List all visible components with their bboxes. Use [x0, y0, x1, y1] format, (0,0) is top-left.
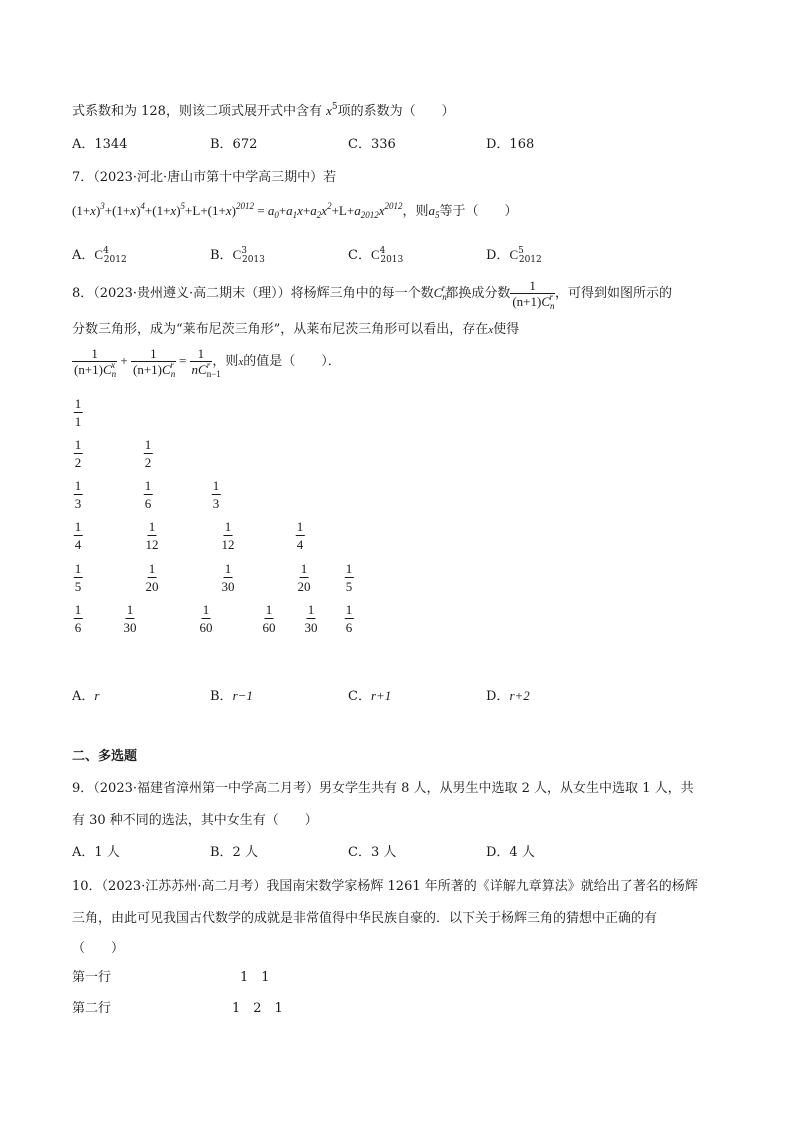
q10-answer-paren: （ ）: [72, 941, 125, 956]
triangle-fraction: [123, 601, 138, 636]
fraction-numerator: 1: [224, 561, 232, 576]
fraction-numerator: 1: [148, 561, 156, 576]
q7-option-a[interactable]: A．$C^4_{2012}$: [72, 246, 127, 265]
q8-option-c[interactable]: C．r+1: [348, 688, 392, 704]
fraction-denominator: 30: [304, 620, 318, 635]
fraction-denominator: 60: [262, 620, 276, 635]
fraction-numerator: 1: [296, 519, 304, 534]
triangle-fraction: [221, 518, 236, 553]
triangle-fraction: [74, 395, 83, 430]
triangle-fraction: [296, 518, 305, 553]
q7-option-c[interactable]: C．$C^4_{2013}$: [348, 246, 404, 265]
var-x: x: [326, 103, 332, 118]
triangle-fraction: [145, 518, 160, 553]
triangle-fraction: [74, 518, 83, 553]
triangle-fraction: [74, 601, 83, 636]
fraction-denominator: 2: [144, 455, 152, 470]
triangle-fraction: [74, 436, 83, 471]
fraction-denominator: 30: [221, 579, 235, 594]
q10-row1-label: 第一行: [72, 970, 112, 985]
q8-option-a[interactable]: A．r: [72, 688, 100, 704]
q6-stem-line: 式系数和为 128，则该二项式展开式中含有 $x^5$项的系数为（ ）: [72, 102, 455, 119]
fraction-denominator: 12: [145, 537, 159, 552]
fraction-denominator: 1: [74, 414, 82, 429]
triangle-fraction: [74, 560, 83, 595]
fraction-denominator: 60: [199, 620, 213, 635]
triangle-fraction: [212, 477, 221, 512]
fraction-numerator: 1: [345, 561, 353, 576]
fraction-denominator: 3: [212, 496, 220, 511]
fraction-denominator: 6: [345, 620, 353, 635]
fraction-denominator: 3: [74, 496, 82, 511]
fraction-denominator: 12: [221, 537, 235, 552]
q7-option-d[interactable]: D．$C^5_{2012}$: [486, 246, 542, 265]
triangle-fraction: [297, 560, 312, 595]
q10-stem-line2: 三角，由此可见我国古代数学的成就是非常值得中华民族自豪的．以下关于杨辉三角的猜想中正确的有: [72, 911, 658, 926]
q10-row1-values: 1 1: [240, 970, 270, 985]
fraction-numerator: 1: [224, 519, 232, 534]
q6-option-d[interactable]: D．168: [486, 137, 535, 152]
fraction-numerator: 1: [144, 478, 152, 493]
fraction-denominator: 20: [297, 579, 311, 594]
q9-option-a[interactable]: A．1 人: [72, 845, 120, 860]
q9-stem-line2: 有 30 种不同的选法，其中女生有（ ）: [72, 813, 318, 828]
fraction-denominator: 4: [74, 537, 82, 552]
fraction-denominator: 4: [296, 537, 304, 552]
triangle-fraction: [345, 601, 354, 636]
triangle-fraction: [221, 560, 236, 595]
fraction-numerator: 1: [74, 602, 82, 617]
q8-equation: $\frac{1}{(n+1)C_n^x}$ + $\frac{1}{(n+1)C_n^r}$ = $\frac{1}{nC_{n-1}^r}$ ，则x的值是（ ）．: [74, 346, 341, 379]
q10-row2-label: 第二行: [72, 1001, 112, 1016]
q7-equation: $(1+x)^3+(1+x)^4+(1+x)^5+L+(1+x)^{2012} = a_0+a_1x+a_2x^2+L+a_{2012}x^{2012}$，则$a_5$等于（ ）: [72, 201, 518, 220]
fraction-denominator: 6: [74, 620, 82, 635]
q10-stem-line1: 10．（2023·江苏苏州·高二月考）我国南宋数学家杨辉 1261 年所著的《详解九章算法》就给出了著名的杨辉: [72, 879, 698, 894]
q8-option-d[interactable]: D．r+2: [486, 688, 530, 704]
fraction-numerator: 1: [265, 602, 273, 617]
triangle-fraction: [145, 560, 160, 595]
q8-stem-line1: 8．（2023·贵州遵义·高二期末（理））将杨辉三角中的每一个数$C_n^r$都换成分数 $\frac{1}{(n+1)C_n^r}$ ，可得到如图所示的: [72, 278, 673, 311]
q10-row2-values: 1 2 1: [232, 1001, 283, 1016]
q9-stem-line1: 9．（2023·福建省漳州第一中学高二月考）男女学生共有 8 人，从男生中选取 2 人，从女生中选取 1 人，共: [72, 781, 694, 796]
q9-option-c[interactable]: C．3 人: [348, 845, 397, 860]
triangle-fraction: [74, 477, 83, 512]
triangle-fraction: [262, 601, 277, 636]
q7-stem: 7．（2023·河北·唐山市第十中学高三期中）若: [72, 170, 337, 185]
fraction-denominator: 30: [123, 620, 137, 635]
q6-option-a[interactable]: A．1344: [72, 137, 128, 152]
fraction-1-over-n1c: $\frac{1}{(n+1)C_n^r}$: [512, 278, 555, 311]
q9-option-d[interactable]: D．4 人: [486, 845, 535, 860]
triangle-fraction: [304, 601, 319, 636]
triangle-fraction: [144, 477, 153, 512]
fraction-numerator: 1: [148, 519, 156, 534]
fraction-numerator: 1: [345, 602, 353, 617]
fraction-numerator: 1: [212, 478, 220, 493]
triangle-fraction: [345, 560, 354, 595]
q9-option-b[interactable]: B．2 人: [210, 845, 258, 860]
fraction-numerator: 1: [74, 519, 82, 534]
fraction-denominator: 20: [145, 579, 159, 594]
q8-stem-line2: 分数三角形，成为“莱布尼茨三角形”，从莱布尼茨三角形可以看出，存在x使得: [72, 322, 520, 337]
q6-option-c[interactable]: C．336: [348, 137, 396, 152]
q6-option-b[interactable]: B．672: [210, 137, 258, 152]
fraction-numerator: 1: [202, 602, 210, 617]
fraction-numerator: 1: [74, 478, 82, 493]
fraction-denominator: 5: [74, 579, 82, 594]
fraction-denominator: 2: [74, 455, 82, 470]
fraction-numerator: 1: [300, 561, 308, 576]
triangle-fraction: [199, 601, 214, 636]
q7-option-b[interactable]: B．$C^3_{2013}$: [210, 246, 265, 265]
fraction-numerator: 1: [126, 602, 134, 617]
triangle-fraction: [144, 436, 153, 471]
fraction-numerator: 1: [144, 437, 152, 452]
section-title-multi-choice: 二、多选题: [72, 749, 138, 764]
fraction-numerator: 1: [74, 437, 82, 452]
fraction-denominator: 5: [345, 579, 353, 594]
fraction-numerator: 1: [307, 602, 315, 617]
fraction-denominator: 6: [144, 496, 152, 511]
fraction-numerator: 1: [74, 396, 82, 411]
q8-option-b[interactable]: B．r−1: [210, 688, 253, 704]
fraction-numerator: 1: [74, 561, 82, 576]
